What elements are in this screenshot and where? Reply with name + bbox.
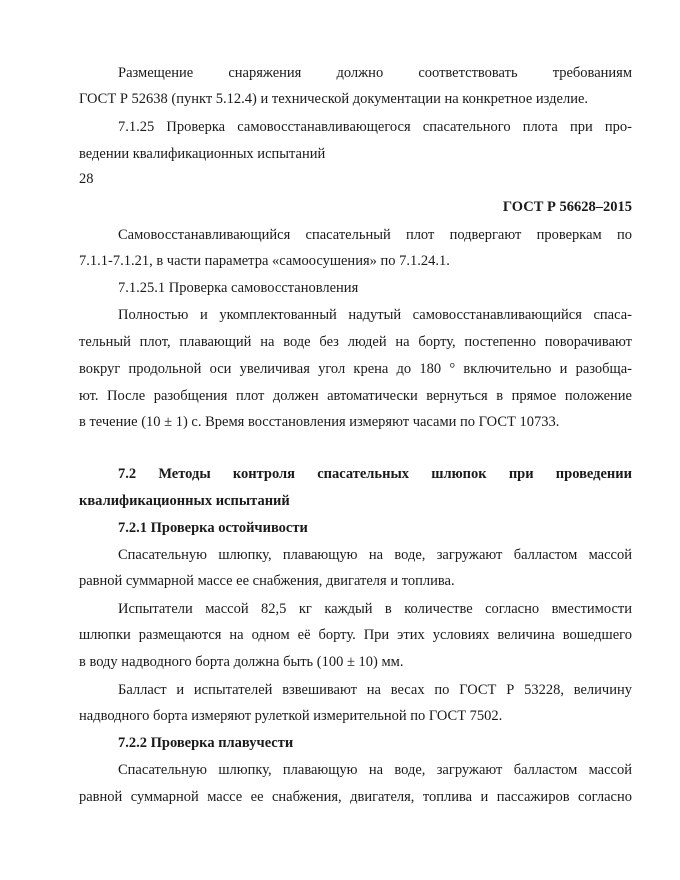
page-number: 28 xyxy=(79,171,94,187)
text-line: шлюпки размещаются на одном её борту. При этих условиях величина вошедшего xyxy=(79,627,632,643)
subsection-heading: 7.2.1 Проверка остойчивости xyxy=(118,520,308,536)
text-line: ют. После разобщения плот должен автоматически вернуться в прямое положение xyxy=(79,388,632,404)
subsection-heading: 7.2.2 Проверка плавучести xyxy=(118,735,294,751)
section-heading: ведении квалификационных испытаний xyxy=(79,146,326,162)
text-line: ГОСТ Р 52638 (пункт 5.12.4) и технической документации на конкретное изделие. xyxy=(79,91,589,107)
text-line: вокруг продольной оси увеличивая угол крена до 180 ° включительно и разобща- xyxy=(79,361,632,377)
text-line: Спасательную шлюпку, плавающую на воде, загружают балластом массой xyxy=(118,547,632,563)
document-header: ГОСТ Р 56628–2015 xyxy=(502,199,632,215)
text-line: Балласт и испытателей взвешивают на весах по ГОСТ Р 53228, величину xyxy=(118,682,632,698)
section-heading: 7.1.25.1 Проверка самовосстановления xyxy=(118,280,359,296)
text-line: в воду надводного борта должна быть (100 ± 10) мм. xyxy=(79,654,404,670)
text-line: равной суммарной массе ее снабжения, двигателя, топлива и пассажиров согласно xyxy=(79,789,632,805)
section-heading: квалификационных испытаний xyxy=(79,493,290,509)
text-line: Спасательную шлюпку, плавающую на воде, загружают балластом массой xyxy=(118,762,632,778)
text-line: тельный плот, плавающий на воде без людей на борту, постепенно поворачивают xyxy=(79,334,632,350)
text-line: Испытатели массой 82,5 кг каждый в количестве согласно вместимости xyxy=(118,601,632,617)
text-line: равной суммарной массе ее снабжения, двигателя и топлива. xyxy=(79,573,455,589)
section-heading: 7.2 Методы контроля спасательных шлюпок при проведении xyxy=(118,466,632,482)
section-heading: 7.1.25 Проверка самовосстанавливающегося спасательного плота при про- xyxy=(118,119,632,135)
text-line: надводного борта измеряют рулеткой измерительной по ГОСТ 7502. xyxy=(79,708,503,724)
text-line: Самовосстанавливающийся спасательный плот подвергают проверкам по xyxy=(118,227,632,243)
text-line: 7.1.1-7.1.21, в части параметра «самоосушения» по 7.1.24.1. xyxy=(79,253,450,269)
text-line: в течение (10 ± 1) с. Время восстановления измеряют часами по ГОСТ 10733. xyxy=(79,414,560,430)
text-line: Полностью и укомплектованный надутый самовосстанавливающийся спаса- xyxy=(118,307,632,323)
text-line: Размещение снаряжения должно соответствовать требованиям xyxy=(118,65,632,81)
